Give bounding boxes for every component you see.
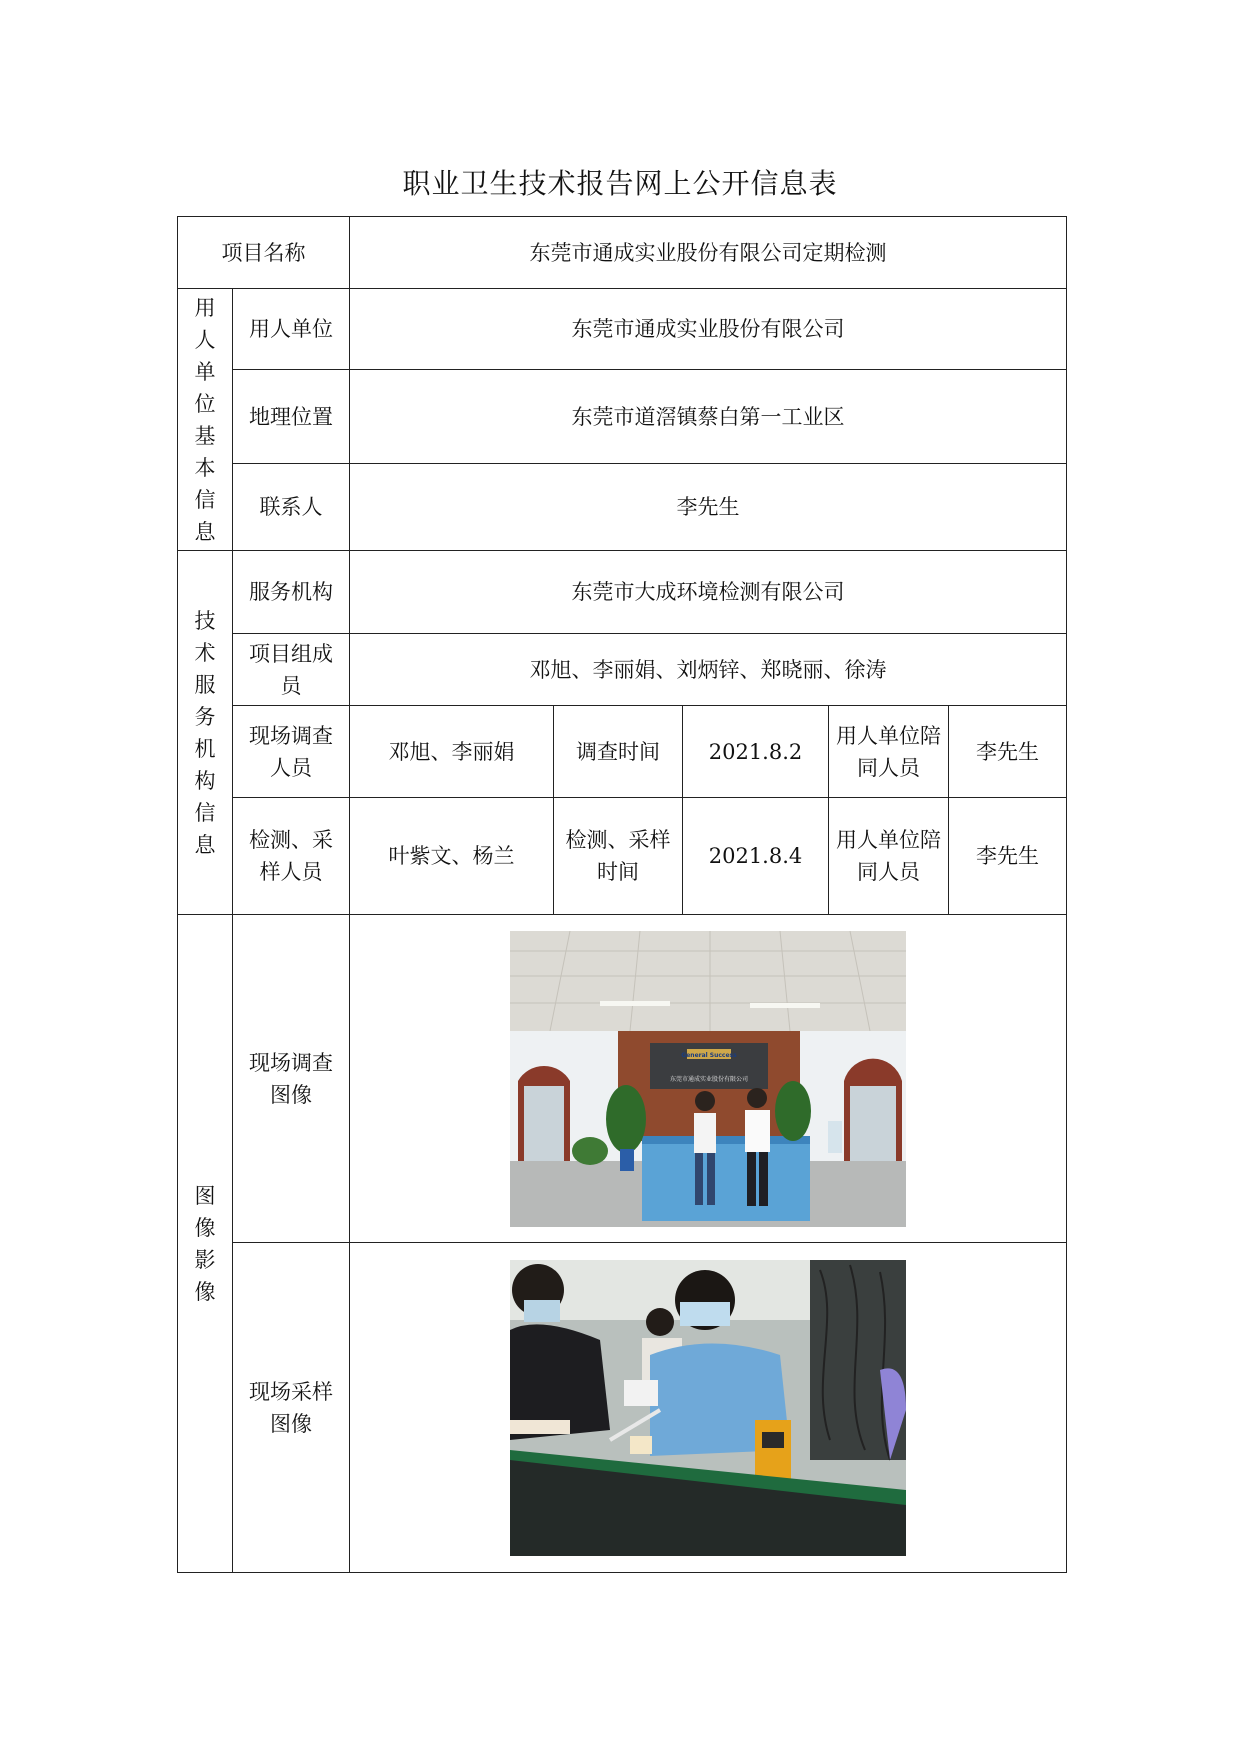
contact-value: 李先生	[350, 464, 1067, 551]
survey-staff-value: 邓旭、李丽娟	[350, 706, 554, 798]
survey-accompany-label: 用人单位陪同人员	[829, 706, 949, 798]
project-value: 东莞市通成实业股份有限公司定期检测	[350, 217, 1067, 289]
location-label: 地理位置	[233, 370, 350, 464]
location-value: 东莞市道滘镇蔡白第一工业区	[350, 370, 1067, 464]
employer-unit-value: 东莞市通成实业股份有限公司	[350, 289, 1067, 370]
employer-unit-label: 用人单位	[233, 289, 350, 370]
survey-photo	[510, 931, 906, 1227]
sampling-accompany-value: 李先生	[949, 798, 1067, 915]
service-org-value: 东莞市大成环境检测有限公司	[350, 551, 1067, 634]
sampling-staff-value: 叶紫文、杨兰	[350, 798, 554, 915]
service-org-label: 服务机构	[233, 551, 350, 634]
survey-staff-label: 现场调查人员	[233, 706, 350, 798]
table-row	[178, 634, 1067, 706]
table-row	[178, 1243, 1067, 1573]
info-table	[177, 216, 1067, 1573]
sampling-time-label: 检测、采样时间	[554, 798, 683, 915]
images-section-label: 图像影像	[178, 915, 233, 1573]
employer-section-label: 用人单位基本信息	[178, 289, 233, 551]
sampling-image-label: 现场采样图像	[233, 1243, 350, 1573]
members-label: 项目组成员	[233, 634, 350, 706]
table-row	[178, 370, 1067, 464]
survey-photo-cell	[350, 915, 1067, 1243]
table-row	[178, 706, 1067, 798]
reception-logo: General Success	[681, 1051, 737, 1059]
page-title: 职业卫生技术报告网上公开信息表	[402, 167, 838, 200]
sampling-staff-label: 检测、采样人员	[233, 798, 350, 915]
survey-image-label: 现场调查图像	[233, 915, 350, 1243]
reception-sign: 东莞市通成实业股份有限公司	[669, 1075, 749, 1083]
sampling-photo	[510, 1260, 906, 1556]
members-value: 邓旭、李丽娟、刘炳锌、郑晓丽、徐涛	[350, 634, 1067, 706]
survey-accompany-value: 李先生	[949, 706, 1067, 798]
sampling-photo-cell	[350, 1243, 1067, 1573]
table-row	[178, 551, 1067, 634]
project-label: 项目名称	[178, 217, 350, 289]
table-row	[178, 915, 1067, 1243]
sampling-accompany-label: 用人单位陪同人员	[829, 798, 949, 915]
table-row	[178, 217, 1067, 289]
survey-time-label: 调查时间	[554, 706, 683, 798]
table-row	[178, 798, 1067, 915]
contact-label: 联系人	[233, 464, 350, 551]
survey-time-value: 2021.8.2	[683, 706, 829, 798]
table-row	[178, 464, 1067, 551]
sampling-time-value: 2021.8.4	[683, 798, 829, 915]
table-row	[178, 289, 1067, 370]
service-section-label: 技术服务机构信息	[178, 551, 233, 915]
